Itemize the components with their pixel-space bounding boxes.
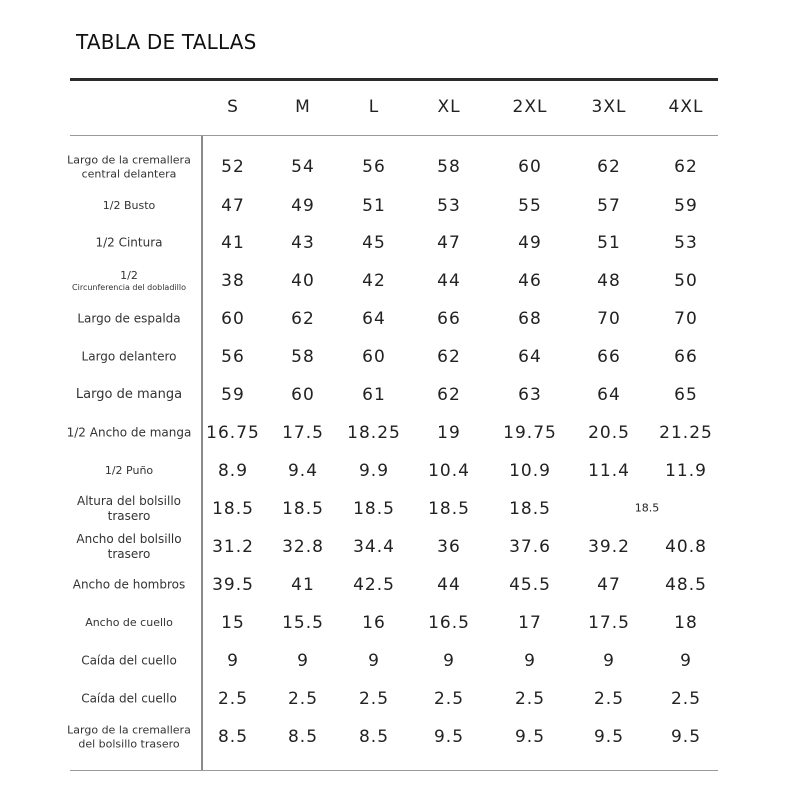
table-cell: 18.5 <box>509 499 551 519</box>
table-cell: 39.5 <box>212 575 254 595</box>
table-cell: 31.2 <box>212 537 254 557</box>
row-label-line: Circunferencia del dobladillo <box>72 282 186 292</box>
table-cell: 40.8 <box>665 537 707 557</box>
table-cell: 53 <box>437 196 461 216</box>
table-cell: 16.75 <box>206 423 260 443</box>
table-cell: 36 <box>437 537 461 557</box>
table-cell: 18.5 <box>353 499 395 519</box>
table-cell: 9.9 <box>358 461 390 481</box>
table-cell: 45.5 <box>509 575 551 595</box>
row-label <box>54 578 204 593</box>
table-cell: 45 <box>362 233 386 253</box>
table-cell: 48 <box>597 271 621 291</box>
row-label-line: Largo de manga <box>75 386 183 402</box>
row-label-line: Largo delantero <box>81 349 177 364</box>
table-cell: 70 <box>597 309 621 329</box>
table-cell: 59 <box>674 196 698 216</box>
table-cell: 63 <box>518 385 542 405</box>
table-cell: 18 <box>674 613 698 633</box>
size-header-3xl: 3XL <box>591 97 627 117</box>
table-cell: 10.4 <box>428 461 470 481</box>
table-cell: 20.5 <box>588 423 630 443</box>
table-cell: 2.5 <box>433 689 465 709</box>
table-cell: 2.5 <box>217 689 249 709</box>
table-cell: 62 <box>674 157 698 177</box>
table-cell: 18.25 <box>347 423 401 443</box>
table-cell: 56 <box>221 347 245 367</box>
table-cell: 32.8 <box>282 537 324 557</box>
size-header-l: L <box>368 97 380 117</box>
table-cell: 42 <box>362 271 386 291</box>
table-cell: 21.25 <box>659 423 713 443</box>
table-cell: 54 <box>291 157 315 177</box>
table-cell: 18.5 <box>428 499 470 519</box>
table-cell: 18.5 <box>282 499 324 519</box>
table-cell: 47 <box>597 575 621 595</box>
table-cell: 19 <box>437 423 461 443</box>
table-cell: 48.5 <box>665 575 707 595</box>
table-cell: 57 <box>597 196 621 216</box>
row-label <box>54 153 204 181</box>
row-label-line: Largo de espalda <box>77 311 181 326</box>
table-cell: 51 <box>597 233 621 253</box>
row-label <box>54 654 204 669</box>
table-cell: 8.5 <box>217 727 249 747</box>
table-cell: 17 <box>518 613 542 633</box>
table-cell: 61 <box>362 385 386 405</box>
row-label-line: Caída del cuello <box>81 691 177 706</box>
table-cell: 56 <box>362 157 386 177</box>
table-cell: 52 <box>221 157 245 177</box>
table-cell: 2.5 <box>670 689 702 709</box>
size-header-xl: XL <box>437 97 461 117</box>
row-label-line: Ancho del bolsillo <box>76 532 182 546</box>
row-label <box>54 236 204 251</box>
table-cell: 8.9 <box>217 461 249 481</box>
row-label <box>54 723 204 751</box>
table-cell: 9.5 <box>514 727 546 747</box>
table-cell: 2.5 <box>358 689 390 709</box>
row-label-line: Altura del bolsillo <box>77 494 181 508</box>
table-cell: 62 <box>437 385 461 405</box>
table-cell: 46 <box>518 271 542 291</box>
table-cell: 18.5 <box>212 499 254 519</box>
row-label <box>54 426 204 441</box>
table-cell: 47 <box>437 233 461 253</box>
table-cell: 9.4 <box>287 461 319 481</box>
table-cell: 47 <box>221 196 245 216</box>
row-label-line: del bolsillo trasero <box>78 737 180 750</box>
table-cell: 16 <box>362 613 386 633</box>
table-cell: 41 <box>221 233 245 253</box>
row-label-line: 1/2 Cintura <box>95 235 163 250</box>
table-cell: 9 <box>680 651 692 671</box>
row-label <box>54 350 204 365</box>
table-cell: 59 <box>221 385 245 405</box>
table-cell: 62 <box>437 347 461 367</box>
table-cell: 44 <box>437 575 461 595</box>
table-cell: 55 <box>518 196 542 216</box>
table-cell: 17.5 <box>588 613 630 633</box>
table-cell: 9 <box>443 651 455 671</box>
row-label-line: Largo de la cremallera <box>67 723 191 737</box>
table-cell: 11.4 <box>588 461 630 481</box>
row-label <box>54 269 204 293</box>
table-cell: 60 <box>221 309 245 329</box>
table-cell: 70 <box>674 309 698 329</box>
table-cell: 60 <box>291 385 315 405</box>
table-cell: 66 <box>437 309 461 329</box>
table-cell: 17.5 <box>282 423 324 443</box>
size-header-m: M <box>295 97 311 117</box>
row-label <box>54 464 204 478</box>
row-label-line: Ancho de cuello <box>85 616 173 630</box>
table-cell: 9 <box>524 651 536 671</box>
table-cell: 8.5 <box>287 727 319 747</box>
table-cell: 50 <box>674 271 698 291</box>
table-cell: 40 <box>291 271 315 291</box>
label-column-divider <box>201 136 203 771</box>
table-cell: 49 <box>291 196 315 216</box>
table-cell: 16.5 <box>428 613 470 633</box>
row-label-line: 1/2 <box>120 269 138 283</box>
table-cell: 65 <box>674 385 698 405</box>
row-label <box>54 692 204 707</box>
table-cell: 66 <box>674 347 698 367</box>
table-cell: 42.5 <box>353 575 395 595</box>
table-cell: 62 <box>291 309 315 329</box>
table-cell: 64 <box>597 385 621 405</box>
table-cell: 58 <box>437 157 461 177</box>
row-label <box>54 199 204 213</box>
table-cell: 37.6 <box>509 537 551 557</box>
row-label-line: trasero <box>107 547 151 561</box>
table-cell: 15.5 <box>282 613 324 633</box>
table-cell: 58 <box>291 347 315 367</box>
table-cell: 38 <box>221 271 245 291</box>
table-cell: 43 <box>291 233 315 253</box>
table-cell: 44 <box>437 271 461 291</box>
table-cell: 15 <box>221 613 245 633</box>
row-label-line: Caída del cuello <box>81 653 177 668</box>
table-cell: 9 <box>603 651 615 671</box>
table-cell: 11.9 <box>665 461 707 481</box>
table-cell: 10.9 <box>509 461 551 481</box>
row-label-line: 1/2 Puño <box>104 464 154 478</box>
table-cell: 9.5 <box>670 727 702 747</box>
table-cell: 64 <box>518 347 542 367</box>
table-cell: 19.75 <box>503 423 557 443</box>
row-label-line: trasero <box>107 509 151 523</box>
table-cell: 68 <box>518 309 542 329</box>
size-header-2xl: 2XL <box>512 97 548 117</box>
row-label-line: 1/2 Busto <box>102 199 156 213</box>
table-cell: 9.5 <box>433 727 465 747</box>
table-cell: 66 <box>597 347 621 367</box>
table-cell: 2.5 <box>287 689 319 709</box>
size-header-4xl: 4XL <box>668 97 704 117</box>
table-cell: 18.5 <box>634 501 660 515</box>
header-rule <box>70 135 718 136</box>
row-label <box>54 532 204 562</box>
bottom-rule <box>70 770 718 771</box>
table-cell: 9 <box>297 651 309 671</box>
table-cell: 9.5 <box>593 727 625 747</box>
table-cell: 62 <box>597 157 621 177</box>
table-cell: 8.5 <box>358 727 390 747</box>
row-label-line: central delantera <box>81 167 177 180</box>
table-cell: 49 <box>518 233 542 253</box>
table-cell: 53 <box>674 233 698 253</box>
table-cell: 60 <box>362 347 386 367</box>
page-title: TABLA DE TALLAS <box>76 30 257 54</box>
table-cell: 41 <box>291 575 315 595</box>
table-cell: 2.5 <box>593 689 625 709</box>
size-header-s: S <box>227 97 239 117</box>
row-label-line: Largo de la cremallera <box>67 153 191 167</box>
table-cell: 51 <box>362 196 386 216</box>
table-cell: 39.2 <box>588 537 630 557</box>
table-cell: 9 <box>368 651 380 671</box>
row-label <box>54 494 204 524</box>
table-cell: 2.5 <box>514 689 546 709</box>
row-label <box>54 616 204 630</box>
row-label-line: Ancho de hombros <box>72 577 186 592</box>
row-label <box>54 387 204 403</box>
row-label-line: 1/2 Ancho de manga <box>66 425 192 440</box>
row-label <box>54 312 204 327</box>
table-cell: 9 <box>227 651 239 671</box>
table-cell: 60 <box>518 157 542 177</box>
table-cell: 34.4 <box>353 537 395 557</box>
table-cell: 64 <box>362 309 386 329</box>
